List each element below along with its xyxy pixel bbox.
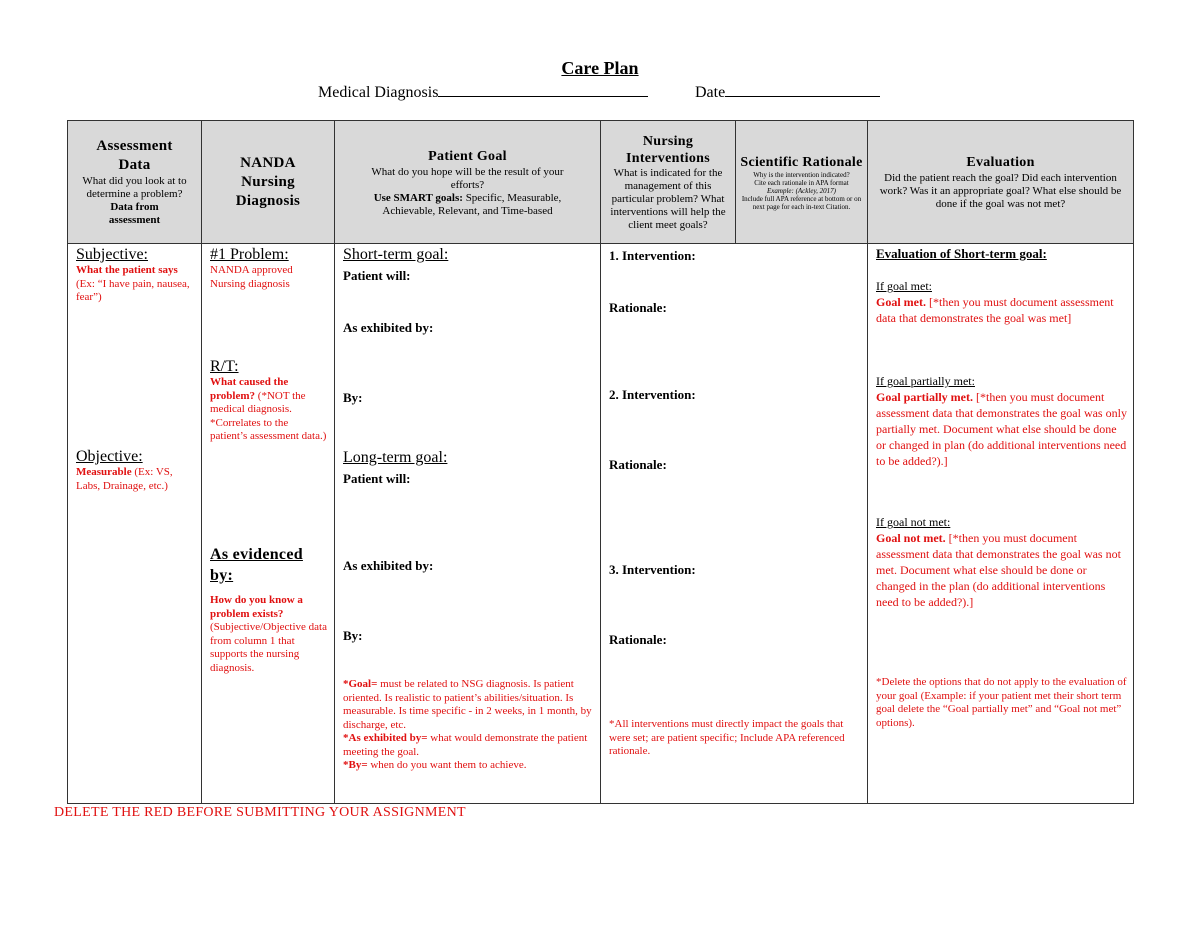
rationale-line4: Include full APA reference at bottom or on next page for each in-text Citation. [741, 194, 862, 211]
header-evaluation [868, 121, 1134, 244]
evaluation-note: *Delete the options that do not apply to the evaluation of your goal (Example: if your patient met their short term goal delete the “Goal partially met” and “Goal not met” options). [876, 676, 1127, 729]
interventions-desc: What is indicated for the management of this particular problem? What interventions will help the client meet goals? [610, 166, 726, 231]
page-title: Care Plan [561, 58, 639, 78]
goal-partial-text: Goal partially met. [*then you must document assessment data that demonstrates the goal was only partially met. Document what else should be done or changed in plan (do additional interventions need to be added?).] [876, 390, 1127, 468]
medical-diagnosis-line [318, 82, 648, 102]
rationale-2: Rationale: [609, 457, 667, 472]
objective-block [76, 448, 195, 493]
aeb-block [210, 544, 328, 675]
problem-block [210, 246, 328, 291]
assessment-cell[interactable] [68, 244, 202, 804]
intervention-1: 1. Intervention: [609, 248, 696, 263]
subjective-block [76, 246, 195, 305]
goal-notmet-label: If goal not met: [876, 515, 951, 529]
evaluation-title: Evaluation [966, 155, 1035, 170]
goal-cell[interactable] [335, 244, 601, 804]
patient-will-1: Patient will: [343, 268, 411, 283]
header-rationale [736, 121, 868, 244]
header-goal [335, 121, 601, 244]
care-plan-table [67, 120, 1134, 804]
subjective-red: (Ex: “I have pain, nausea, fear”) [76, 277, 190, 303]
subjective-red-bold: What the patient says [76, 264, 178, 276]
intervention-2: 2. Intervention: [609, 387, 696, 402]
aeb-label: As evidenced by: [210, 546, 303, 584]
assessment-desc: What did you look at to determine a problem? [82, 175, 187, 200]
rationale-line1: Why is the intervention indicated? [753, 170, 850, 179]
rationale-line3: Example: (Ackley, 2017) [767, 186, 836, 195]
header-assessment [68, 121, 202, 244]
patient-will-2: Patient will: [343, 471, 411, 486]
rt-red: What caused the problem? (*NOT the medical diagnosis. *Correlates to the patient’s assessment data.) [210, 376, 327, 442]
rationale-title: Scientific Rationale [740, 154, 863, 170]
problem-label: #1 Problem: [210, 246, 289, 263]
intervention-3: 3. Intervention: [609, 562, 696, 577]
header-nanda [202, 121, 335, 244]
interventions-title: Nursing Interventions [625, 133, 710, 166]
assessment-bold: Data from assessment [108, 201, 161, 226]
goal-notmet-block [876, 514, 1127, 610]
subjective-label: Subjective: [76, 246, 148, 263]
goal-smart: Use SMART goals: Specific, Measurable, Achievable, Relevant, and Time-based [373, 191, 562, 217]
medical-diagnosis-field[interactable] [438, 82, 648, 97]
evaluation-heading: Evaluation of Short-term goal: [876, 246, 1047, 261]
date-field[interactable] [725, 82, 880, 97]
date-line [695, 82, 880, 102]
goal-met-label: If goal met: [876, 279, 932, 293]
evaluation-cell[interactable] [868, 244, 1134, 804]
exhibited-by-2: As exhibited by: [343, 558, 434, 573]
goal-title: Patient Goal [428, 148, 507, 164]
evaluation-desc: Did the patient reach the goal? Did each intervention work? Was it an appropriate goal? What else should be done if the goal was not met? [879, 172, 1122, 210]
header-interventions [601, 121, 736, 244]
long-term-label: Long-term goal: [343, 449, 448, 466]
interventions-note: *All interventions must directly impact the goals that were set; are patient specific; Include APA referenced rationale. [609, 718, 845, 757]
short-term-label: Short-term goal: [343, 246, 449, 263]
interventions-cell[interactable] [601, 244, 868, 804]
aeb-red: How do you know a problem exists? (Subjective/Objective data from column 1 that supports the nursing diagnosis. [210, 594, 327, 674]
rationale-3: Rationale: [609, 632, 667, 647]
goal-desc: What do you hope will be the result of your efforts? [371, 165, 564, 191]
goal-notmet-text: Goal not met. [*then you must document assessment data that demonstrates the goal was not met. Document what else should be done or changed in the plan (do additional interventions need to be added?).] [876, 531, 1121, 609]
goal-met-block [876, 278, 1127, 326]
rt-block [210, 358, 328, 444]
table-body-row [68, 244, 1134, 804]
exhibited-by-1: As exhibited by: [343, 320, 434, 335]
assessment-title: Assessment Data [96, 138, 173, 173]
date-label: Date [695, 84, 726, 101]
rationale-1: Rationale: [609, 300, 667, 315]
goal-partial-label: If goal partially met: [876, 374, 975, 388]
by-1: By: [343, 390, 363, 405]
footer-warning: DELETE THE RED BEFORE SUBMITTING YOUR ASSIGNMENT [54, 805, 466, 820]
goal-note: *Goal= must be related to NSG diagnosis. Is patient oriented. Is realistic to patient’s abilities/situation. Is measurable. Is time specific - in 2 weeks, in 1 month, by discharge, etc. *As exhibited by= what would demonstrate the patient meeting the goal. *By= when do you want them to achieve. [343, 678, 592, 771]
table-header-row [68, 121, 1134, 244]
nanda-cell[interactable] [202, 244, 335, 804]
by-2: By: [343, 628, 363, 643]
problem-red: NANDA approved Nursing diagnosis [210, 264, 293, 290]
nanda-title: NANDA Nursing Diagnosis [235, 154, 301, 209]
goal-met-text: Goal met. [*then you must document assessment data that demonstrates the goal was met] [876, 295, 1114, 325]
rt-label: R/T: [210, 358, 239, 375]
objective-red: Measurable (Ex: VS, Labs, Drainage, etc.) [76, 466, 173, 492]
medical-diagnosis-label: Medical Diagnosis [318, 84, 439, 101]
rationale-line2: Cite each rationale in APA format [754, 178, 849, 187]
goal-partial-block [876, 373, 1127, 469]
objective-label: Objective: [76, 448, 143, 465]
